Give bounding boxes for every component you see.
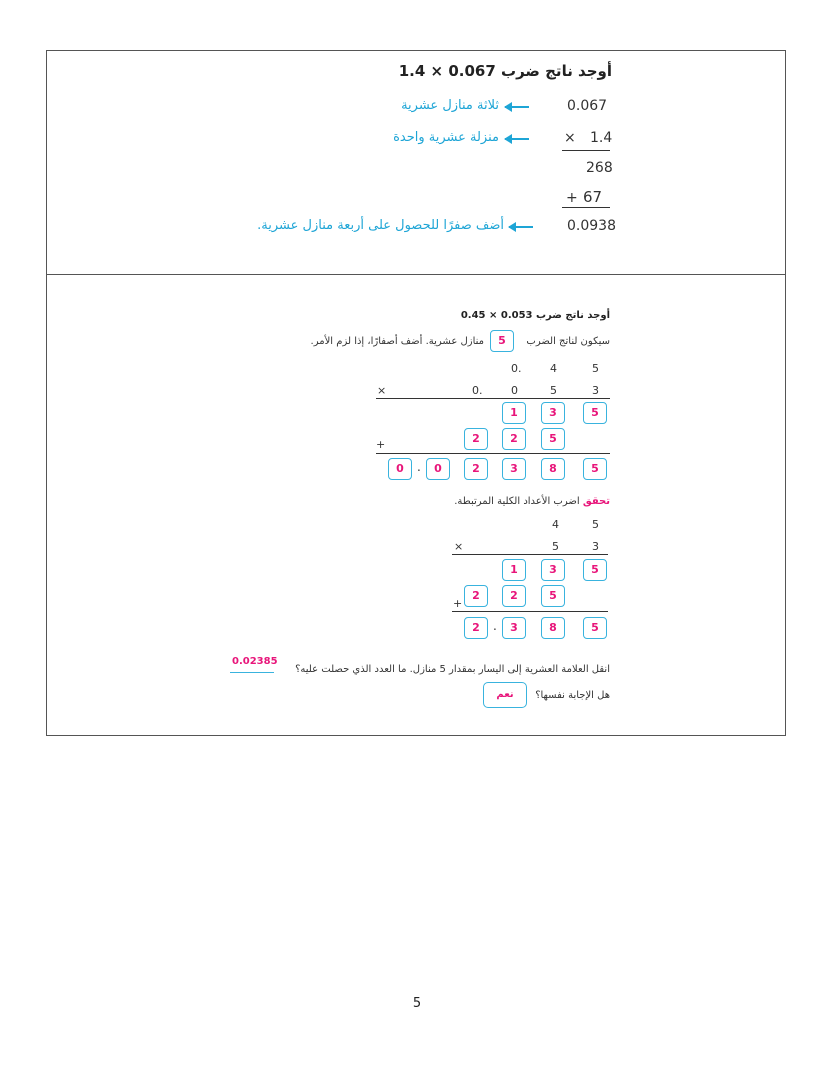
answer-box: 2	[464, 617, 488, 639]
answer-box: 5	[583, 458, 607, 480]
arrow-icon	[505, 138, 529, 140]
note-one-place: منزلة عشرية واحدة	[393, 130, 499, 145]
section-divider	[46, 274, 786, 275]
ex2-second-digit: 3	[592, 384, 599, 397]
answer-box: 5	[541, 428, 565, 450]
answer-box: 2	[464, 428, 488, 450]
arrow-icon	[509, 226, 533, 228]
example1-times: ×	[564, 130, 576, 146]
ex2-top-digit: 5	[592, 362, 599, 375]
question-1-answer: 0.02385	[232, 656, 278, 667]
answer-box: 5	[583, 402, 607, 424]
ex2-second-digit: 5	[550, 384, 557, 397]
example1-result: 0.0938	[567, 218, 616, 234]
answer-box: 8	[541, 617, 565, 639]
ex2-plus: +	[376, 438, 386, 451]
answer-box: 2	[502, 585, 526, 607]
example2-title: أوجد ناتج ضرب 0.053 × 0.45	[460, 310, 610, 321]
check-plus: +	[453, 597, 463, 610]
page-frame	[46, 50, 786, 736]
example1-title: أوجد ناتج ضرب 0.067 × 1.4	[398, 62, 612, 80]
check-rule-2	[452, 611, 608, 612]
answer-box: 3	[502, 458, 526, 480]
question-2: هل الإجابة نفسها؟	[535, 690, 610, 701]
answer-box: 2	[464, 458, 488, 480]
answer-box: 3	[502, 617, 526, 639]
check-second-digit: 5	[552, 540, 559, 553]
example1-n1: 0.067	[567, 98, 608, 114]
check-text: اضرب الأعداد الكلية المرتبطة.	[454, 496, 580, 507]
ex2-rule-2	[376, 453, 610, 454]
check-top-digit: 5	[592, 518, 599, 531]
answer-box: 8	[541, 458, 565, 480]
example1-n2: 1.4	[590, 130, 613, 146]
check-label: تحقق	[582, 496, 610, 507]
check-times: ×	[454, 540, 464, 553]
check-line	[454, 496, 610, 507]
ex2-second-digit: 0	[511, 384, 518, 397]
check-second-digit: 3	[592, 540, 599, 553]
answer-box: 3	[541, 559, 565, 581]
example2-instruction-before: سيكون لناتج الضرب	[526, 336, 610, 347]
check-top-digit: 4	[552, 518, 559, 531]
question-1: انقل العلامة العشرية إلى اليسار بمقدار 5 منازل. ما العدد الذي حصلت عليه؟	[295, 664, 610, 675]
answer-box: 2	[464, 585, 488, 607]
check-rule-1	[452, 554, 608, 555]
answer-box: 0	[426, 458, 450, 480]
ex2-second-zero: 0.	[472, 384, 483, 397]
answer-box: 5	[583, 559, 607, 581]
decimal-point: .	[493, 619, 497, 633]
answer-box: 5	[583, 617, 607, 639]
answer-box: 0	[388, 458, 412, 480]
example1-plus: +	[566, 190, 578, 206]
arrow-icon	[505, 106, 529, 108]
example1-rule-2	[562, 207, 610, 208]
answer-box: 5	[541, 585, 565, 607]
example2-instruction-after: منازل عشرية. أضف أصفارًا، إذا لزم الأمر.	[310, 336, 484, 347]
answer-underline	[230, 672, 274, 673]
answer-box: 1	[502, 402, 526, 424]
page-number: 5	[412, 996, 422, 1011]
answer-box: 3	[541, 402, 565, 424]
note-three-places: ثلاثة منازل عشرية	[401, 98, 499, 113]
answer-box: 1	[502, 559, 526, 581]
decimal-places-box: 5	[490, 330, 514, 352]
yes-answer-box: نعم	[483, 682, 527, 708]
ex2-rule-1	[376, 398, 610, 399]
note-add-zero: أضف صفرًا للحصول على أربعة منازل عشرية.	[257, 218, 504, 233]
answer-box: 2	[502, 428, 526, 450]
example1-partial-2: 67	[583, 188, 603, 206]
ex2-top-zero: 0.	[511, 362, 522, 375]
example1-rule-1	[562, 150, 610, 151]
decimal-point: .	[417, 460, 421, 474]
ex2-top-digit: 4	[550, 362, 557, 375]
ex2-times: ×	[377, 384, 387, 397]
example1-partial-1: 268	[586, 160, 613, 176]
